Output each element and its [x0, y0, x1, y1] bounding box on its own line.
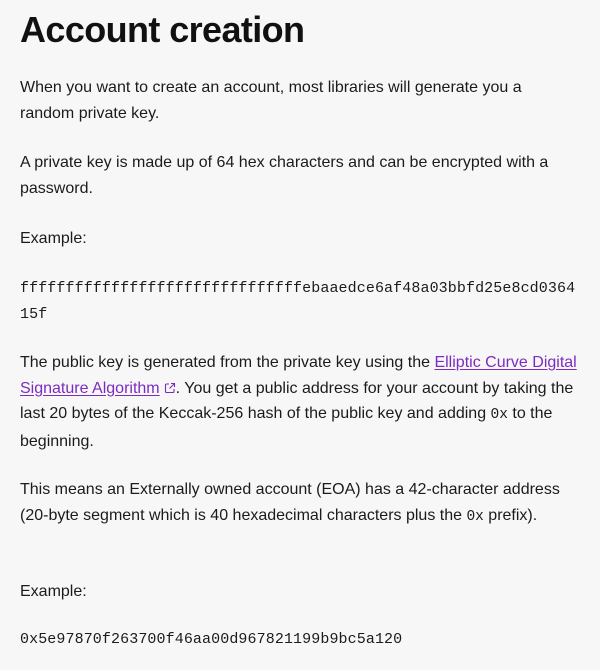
hex-prefix-code: 0x: [466, 508, 484, 525]
eoa-text-end: prefix).: [483, 506, 538, 524]
public-key-text-end: to the beginning.: [20, 405, 553, 450]
external-link-icon[interactable]: [164, 382, 176, 394]
public-key-text-middle: . You get a public address for your account by taking the last 20 bytes of the Keccak-256 hash of the public key and adding: [20, 379, 574, 422]
example-label: Example:: [20, 583, 87, 600]
private-key-paragraph: A private key is made up of 64 hex characters and can be encrypted with a password.: [20, 154, 549, 197]
hex-prefix-code: 0x: [490, 407, 508, 423]
eoa-text-start: This means an Externally owned account (EOA) has a 42-character address (20-byte segment which is 40 hexadecimal characters plus the: [20, 481, 560, 524]
private-key-example: fffffffffffffffffffffffffffffffebaaedce6af48a03bbfd25e8cd036415f: [20, 280, 576, 323]
page-title: Account creation: [20, 9, 305, 50]
public-key-paragraph: [20, 350, 580, 454]
address-example: 0x5e97870f263700f46aa00d967821199b9bc5a120: [20, 631, 403, 648]
eoa-paragraph: [20, 477, 580, 530]
intro-paragraph: When you want to create an account, most libraries will generate you a random private key.: [20, 79, 522, 122]
public-key-text-start: The public key is generated from the private key using the: [20, 354, 435, 371]
example-label: Example:: [20, 230, 87, 247]
ecdsa-link-text[interactable]: Elliptic Curve Digital Signature Algorithm: [20, 354, 577, 397]
